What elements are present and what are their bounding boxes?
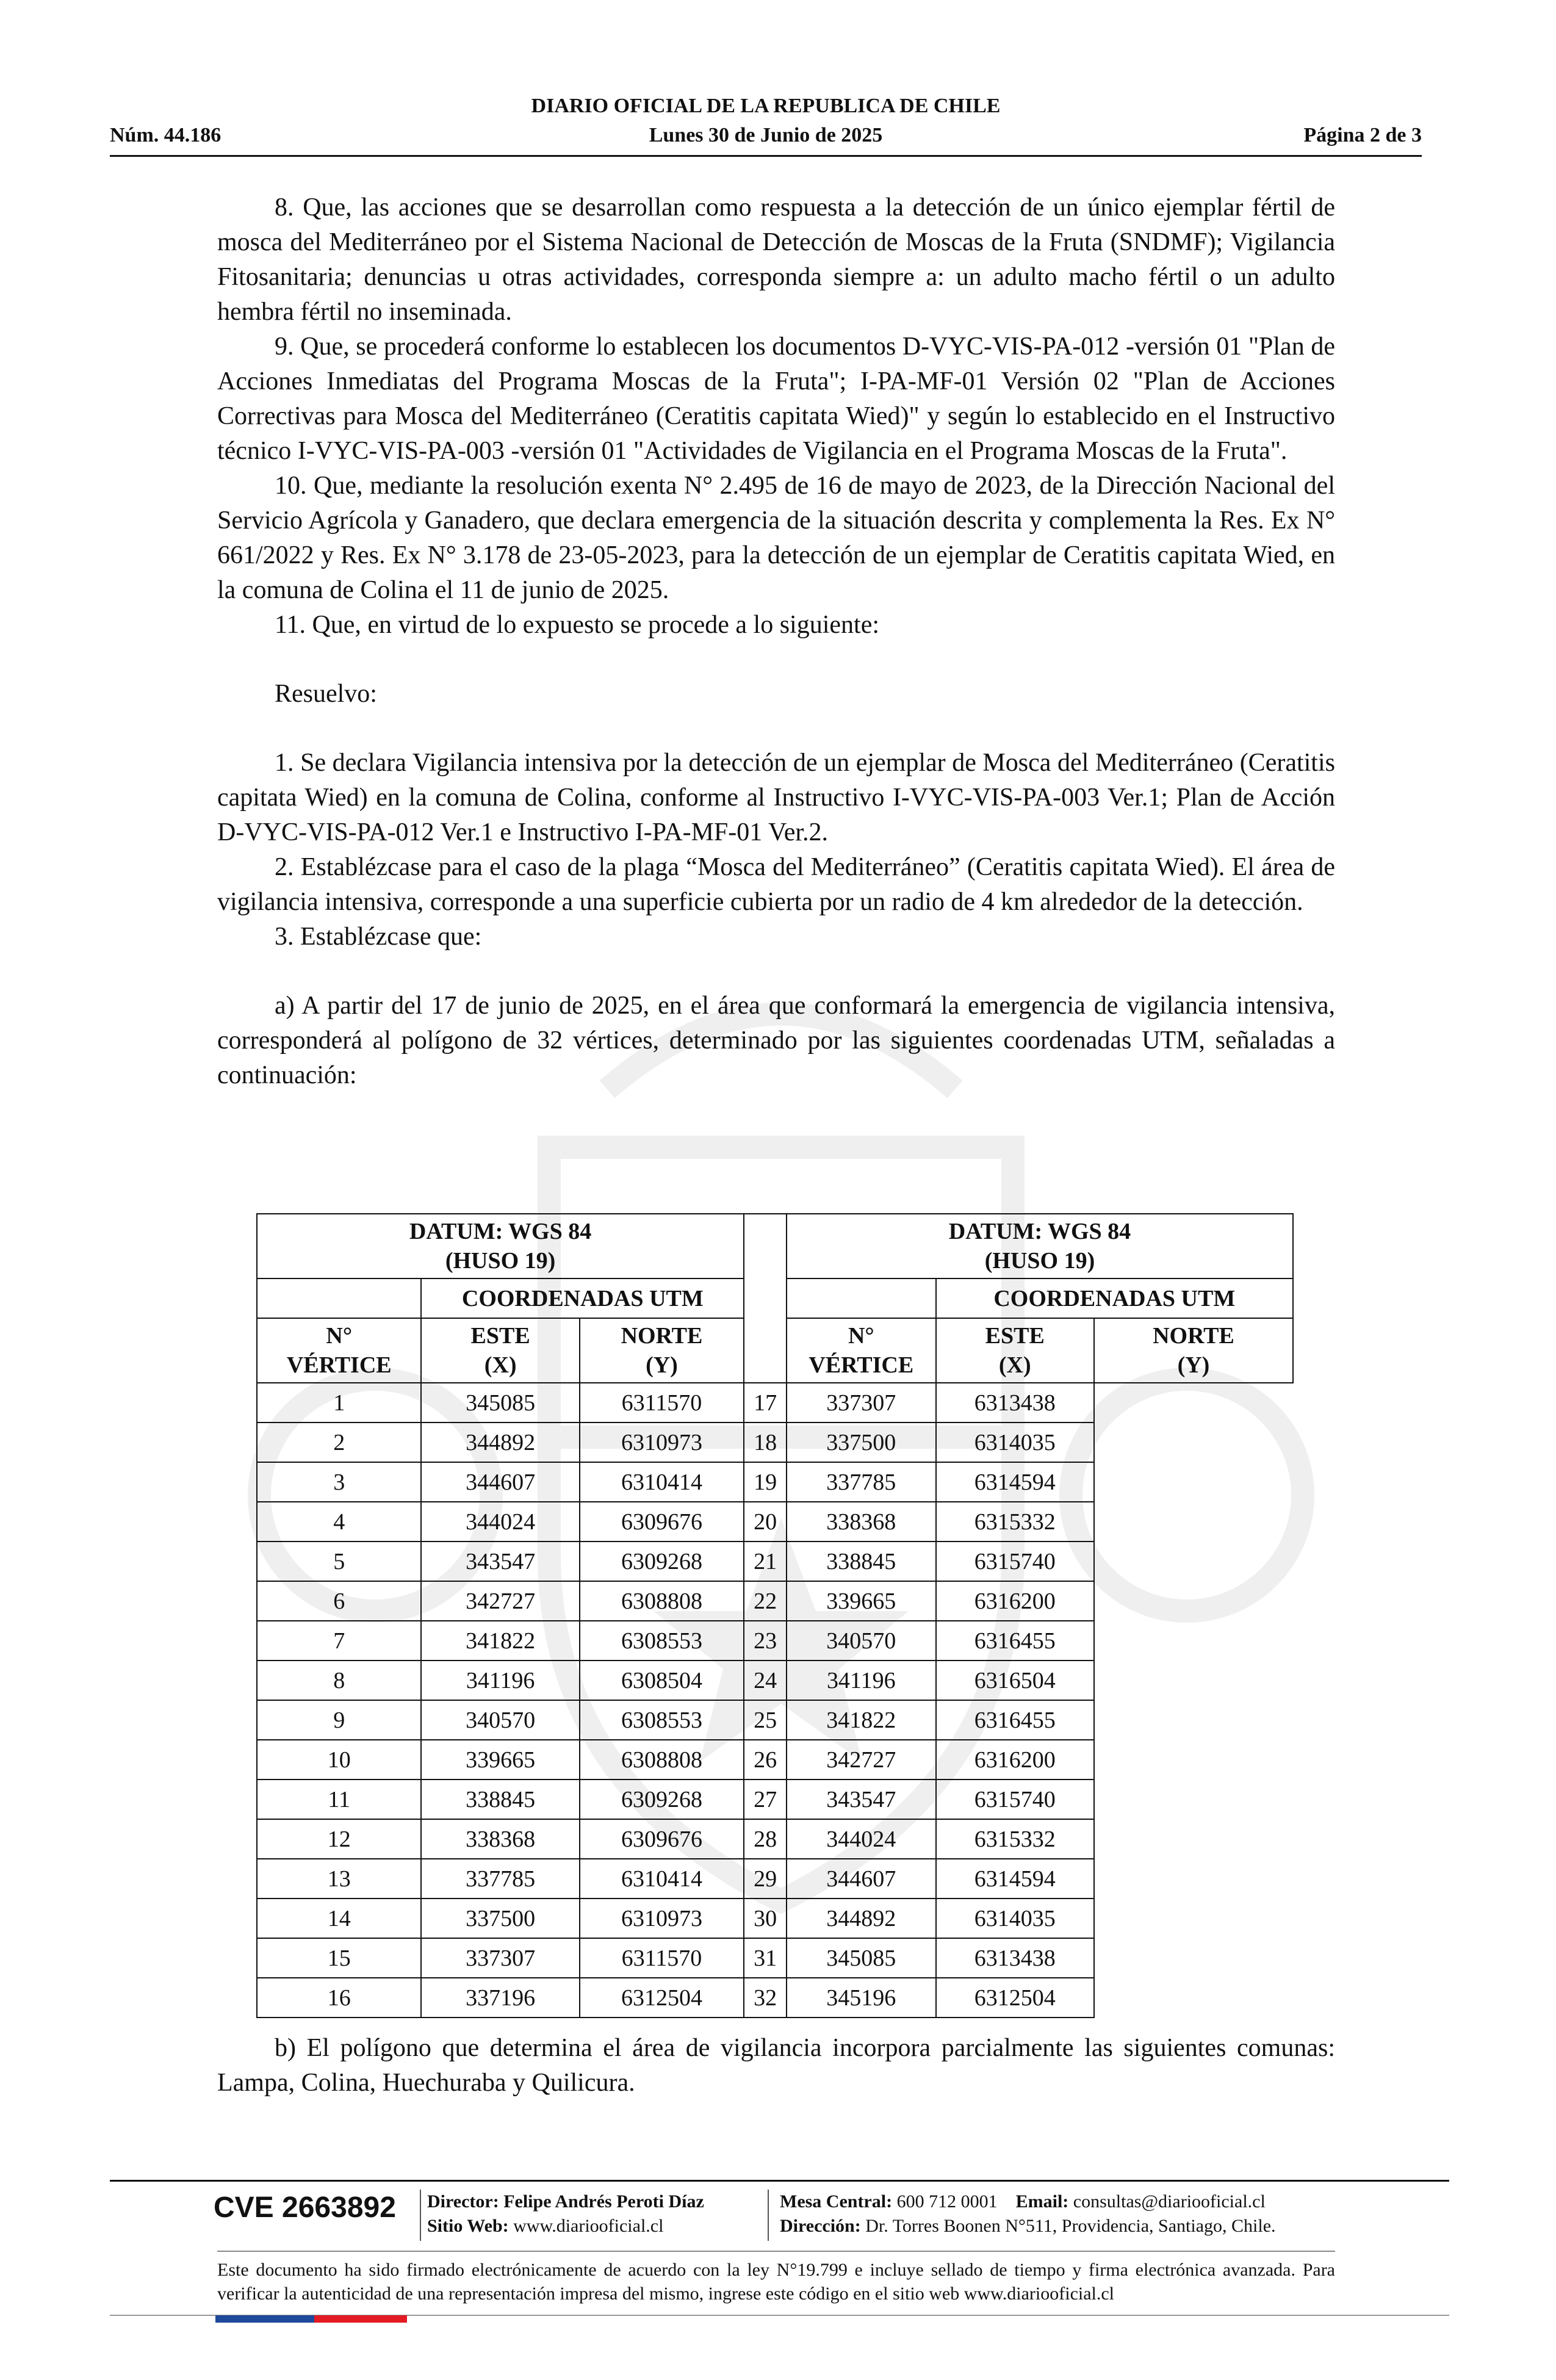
norte-cell: 6308808 <box>580 1581 744 1621</box>
este-cell: 343547 <box>421 1542 579 1581</box>
vertex-cell: 28 <box>744 1819 787 1859</box>
este-cell: 344024 <box>787 1819 936 1859</box>
director-info <box>427 2190 704 2238</box>
table-row <box>257 1542 1293 1581</box>
resolution-heading: Resuelvo: <box>275 680 377 708</box>
este-cell: 338368 <box>787 1502 936 1542</box>
norte-cell: 6308504 <box>580 1661 744 1700</box>
newspaper-title: DIARIO OFICIAL DE LA REPUBLICA DE CHILE <box>531 95 1001 117</box>
vertex-cell: 16 <box>257 1978 421 2018</box>
este-column-header: ESTE (X) <box>421 1318 579 1383</box>
este-cell: 341822 <box>787 1700 936 1740</box>
vertex-cell: 15 <box>257 1938 421 1978</box>
vertex-cell: 19 <box>744 1462 787 1502</box>
este-cell: 337785 <box>421 1859 579 1899</box>
vertex-cell: 26 <box>744 1740 787 1780</box>
paragraph-11: 11. Que, en virtud de lo expuesto se procede a lo siguiente: <box>275 611 879 639</box>
norte-cell: 6314594 <box>936 1462 1094 1502</box>
norte-cell: 6315332 <box>936 1819 1094 1859</box>
vertex-cell: 2 <box>257 1423 421 1462</box>
vertex-cell: 8 <box>257 1661 421 1700</box>
footer-separator <box>768 2190 769 2241</box>
datum-header-right: DATUM: WGS 84 (HUSO 19) <box>787 1214 1293 1278</box>
este-cell: 339665 <box>421 1740 579 1780</box>
este-cell: 342727 <box>421 1581 579 1621</box>
este-cell: 341822 <box>421 1621 579 1661</box>
header-divider <box>110 155 1422 157</box>
este-cell: 343547 <box>787 1780 936 1819</box>
este-cell: 337307 <box>787 1383 936 1423</box>
este-cell: 341196 <box>787 1661 936 1700</box>
norte-cell: 6310414 <box>580 1859 744 1899</box>
vertex-cell: 14 <box>257 1899 421 1938</box>
table-row <box>257 1819 1293 1859</box>
norte-cell: 6314035 <box>936 1899 1094 1938</box>
page-indicator: Página 2 de 3 <box>1303 124 1422 146</box>
este-cell: 337196 <box>421 1978 579 2018</box>
norte-cell: 6315740 <box>936 1780 1094 1819</box>
mesa-phone: 600 712 0001 <box>896 2191 998 2212</box>
este-cell: 344607 <box>787 1859 936 1899</box>
norte-cell: 6310973 <box>580 1899 744 1938</box>
norte-cell: 6309268 <box>580 1542 744 1581</box>
vertex-cell: 22 <box>744 1581 787 1621</box>
norte-cell: 6312504 <box>936 1978 1094 2018</box>
vertex-cell: 31 <box>744 1938 787 1978</box>
email-label: Email: <box>1015 2191 1069 2212</box>
norte-cell: 6316200 <box>936 1581 1094 1621</box>
vertex-cell: 5 <box>257 1542 421 1581</box>
resolution-item-3: 3. Establézcase que: <box>275 923 482 951</box>
norte-cell: 6311570 <box>580 1383 744 1423</box>
norte-cell: 6310414 <box>580 1462 744 1502</box>
este-cell: 345196 <box>787 1978 936 2018</box>
vertex-cell: 32 <box>744 1978 787 2018</box>
table-row <box>257 1383 1293 1423</box>
table-body <box>257 1383 1293 2018</box>
vertex-cell: 10 <box>257 1740 421 1780</box>
este-cell: 340570 <box>787 1621 936 1661</box>
norte-cell: 6309268 <box>580 1780 744 1819</box>
page-header <box>110 95 1422 154</box>
norte-cell: 6310973 <box>580 1423 744 1462</box>
vertex-cell: 1 <box>257 1383 421 1423</box>
este-cell: 340570 <box>421 1700 579 1740</box>
mesa-label: Mesa Central: <box>780 2191 893 2212</box>
norte-cell: 6308808 <box>580 1740 744 1780</box>
vertex-cell: 25 <box>744 1700 787 1740</box>
este-cell: 337500 <box>421 1899 579 1938</box>
norte-cell: 6315740 <box>936 1542 1094 1581</box>
site-link[interactable]: www.diariooficial.cl <box>513 2216 664 2236</box>
table-row <box>257 1502 1293 1542</box>
norte-cell: 6311570 <box>580 1938 744 1978</box>
table-row <box>257 1661 1293 1700</box>
vertex-cell: 13 <box>257 1859 421 1899</box>
table-row <box>257 1859 1293 1899</box>
vertex-cell: 17 <box>744 1383 787 1423</box>
este-cell: 344607 <box>421 1462 579 1502</box>
table-row <box>257 1462 1293 1502</box>
este-cell: 342727 <box>787 1740 936 1780</box>
vertex-cell: 29 <box>744 1859 787 1899</box>
table-row <box>257 1423 1293 1462</box>
vertex-cell: 11 <box>257 1780 421 1819</box>
coords-header-right: COORDENADAS UTM <box>936 1278 1293 1318</box>
norte-cell: 6316200 <box>936 1740 1094 1780</box>
table-row <box>257 1621 1293 1661</box>
vertex-cell: 30 <box>744 1899 787 1938</box>
site-label: Sitio Web: <box>427 2216 509 2236</box>
vertex-cell: 7 <box>257 1621 421 1661</box>
este-cell: 339665 <box>787 1581 936 1621</box>
utm-coordinates-table <box>256 1213 1294 2018</box>
issue-date: Lunes 30 de Junio de 2025 <box>649 124 883 146</box>
address-value: Dr. Torres Boonen N°511, Providencia, Santiago, Chile. <box>865 2216 1276 2236</box>
norte-cell: 6316504 <box>936 1661 1094 1700</box>
este-cell: 337307 <box>421 1938 579 1978</box>
norte-cell: 6313438 <box>936 1383 1094 1423</box>
vertex-column-header: N° VÉRTICE <box>787 1318 936 1383</box>
coords-header-left: COORDENADAS UTM <box>421 1278 744 1318</box>
este-cell: 337785 <box>787 1462 936 1502</box>
table-row <box>257 1780 1293 1819</box>
footer-divider <box>110 2180 1449 2182</box>
contact-info <box>780 2190 1276 2238</box>
document-body <box>217 190 1335 1093</box>
flag-stripe-red <box>314 2315 407 2323</box>
table-separator <box>744 1214 787 1383</box>
este-cell: 344024 <box>421 1502 579 1542</box>
este-cell: 345085 <box>421 1383 579 1423</box>
table-row <box>257 1581 1293 1621</box>
paragraph-9: 9. Que, se procederá conforme lo establecen los documentos D-VYC-VIS-PA-012 -versión 01 "Plan de Acciones Inmediatas del Programa Moscas de la Fruta"; I-PA-MF-01 Versión 02 "Plan de Acciones Correctivas para Mosca del Mediterráneo (Ceratitis capitata Wied)" y según lo establecido en el Instructivo técnico I-VYC-VIS-PA-003 -versión 01 "Actividades de Vigilancia en el Programa Moscas de la Fruta". <box>217 333 1335 465</box>
norte-cell: 6314035 <box>936 1423 1094 1462</box>
este-cell: 341196 <box>421 1661 579 1700</box>
datum-header-left: DATUM: WGS 84 (HUSO 19) <box>257 1214 744 1278</box>
paragraph-8: 8. Que, las acciones que se desarrollan como respuesta a la detección de un único ejemplar fértil de mosca del Mediterráneo por el Sistema Nacional de Detección de Moscas de la Fruta (SNDMF); Vigilancia Fitosanitaria; denuncias u otras actividades, corresponda siempre a: un adulto macho fértil o un adulto hembra fértil no inseminada. <box>217 193 1335 326</box>
este-cell: 344892 <box>787 1899 936 1938</box>
norte-cell: 6316455 <box>936 1700 1094 1740</box>
paragraph-10: 10. Que, mediante la resolución exenta N° 2.495 de 16 de mayo de 2023, de la Dirección Nacional del Servicio Agrícola y Ganadero, que declara emergencia de la situación descrita y complementa la Res. Ex N° 661/2022 y Res. Ex N° 3.178 de 23-05-2023, para la detección de un ejemplar de Ceratitis capitata Wied, en la comuna de Colina el 11 de junio de 2025. <box>217 472 1335 604</box>
table-row <box>257 1700 1293 1740</box>
norte-cell: 6309676 <box>580 1502 744 1542</box>
este-cell: 338845 <box>421 1780 579 1819</box>
email-link[interactable]: consultas@diariooficial.cl <box>1073 2191 1266 2212</box>
issue-number: Núm. 44.186 <box>110 124 222 146</box>
cve-code: CVE 2663892 <box>214 2191 396 2224</box>
este-cell: 338845 <box>787 1542 936 1581</box>
norte-cell: 6312504 <box>580 1978 744 2018</box>
norte-cell: 6316455 <box>936 1621 1094 1661</box>
norte-cell: 6314594 <box>936 1859 1094 1899</box>
footer-separator <box>420 2190 421 2241</box>
director-name: Felipe Andrés Peroti Díaz <box>503 2191 704 2212</box>
vertex-cell: 27 <box>744 1780 787 1819</box>
empty-header-cell <box>787 1278 936 1318</box>
resolution-item-1: 1. Se declara Vigilancia intensiva por la detección de un ejemplar de Mosca del Mediterráneo (Ceratitis capitata Wied) en la comuna de Colina, conforme al Instructivo I-VYC-VIS-PA-003 Ver.1; Plan de Acción D-VYC-VIS-PA-012 Ver.1 e Instructivo I-PA-MF-01 Ver.2. <box>217 749 1335 846</box>
vertex-cell: 6 <box>257 1581 421 1621</box>
este-column-header: ESTE (X) <box>936 1318 1094 1383</box>
footer-inner-divider <box>217 2251 1335 2252</box>
empty-header-cell <box>257 1278 421 1318</box>
este-cell: 337500 <box>787 1423 936 1462</box>
este-cell: 338368 <box>421 1819 579 1859</box>
vertex-cell: 20 <box>744 1502 787 1542</box>
vertex-column-header: N° VÉRTICE <box>257 1318 421 1383</box>
table-row <box>257 1899 1293 1938</box>
vertex-cell: 4 <box>257 1502 421 1542</box>
este-cell: 345085 <box>787 1938 936 1978</box>
norte-cell: 6309676 <box>580 1819 744 1859</box>
communes-paragraph: b) El polígono que determina el área de vigilancia incorpora parcialmente las siguientes comunas: Lampa, Colina, Huechuraba y Quilicura. <box>217 2034 1335 2097</box>
vertex-cell: 21 <box>744 1542 787 1581</box>
table-row <box>257 1938 1293 1978</box>
director-label: Director: <box>427 2191 499 2212</box>
flag-stripe-blue <box>215 2315 314 2323</box>
este-cell: 344892 <box>421 1423 579 1462</box>
vertex-cell: 9 <box>257 1700 421 1740</box>
resolution-item-3a: a) A partir del 17 de junio de 2025, en el área que conformará la emergencia de vigilancia intensiva, corresponderá al polígono de 32 vértices, determinado por las siguientes coordenadas UTM, señaladas a continuación: <box>217 992 1335 1089</box>
norte-column-header: NORTE (Y) <box>1094 1318 1293 1383</box>
vertex-cell: 18 <box>744 1423 787 1462</box>
table-row <box>257 1978 1293 2018</box>
norte-cell: 6308553 <box>580 1700 744 1740</box>
legal-notice: Este documento ha sido firmado electrónicamente de acuerdo con la ley N°19.799 e incluye sellado de tiempo y firma electrónica avanzada. Para verificar la autenticidad de una representación impresa del mismo, ingrese este código en el sitio web www.diariooficial.cl <box>217 2260 1335 2304</box>
norte-column-header: NORTE (Y) <box>580 1318 744 1383</box>
table-row <box>257 1740 1293 1780</box>
norte-cell: 6308553 <box>580 1621 744 1661</box>
vertex-cell: 3 <box>257 1462 421 1502</box>
paragraph-b <box>217 2031 1335 2101</box>
resolution-item-2: 2. Establézcase para el caso de la plaga “Mosca del Mediterráneo” (Ceratitis capitata Wied). El área de vigilancia intensiva, corresponde a una superficie cubierta por un radio de 4 km alrededor de la detección. <box>217 853 1335 916</box>
vertex-cell: 23 <box>744 1621 787 1661</box>
norte-cell: 6313438 <box>936 1938 1094 1978</box>
address-label: Dirección: <box>780 2216 861 2236</box>
norte-cell: 6315332 <box>936 1502 1094 1542</box>
vertex-cell: 24 <box>744 1661 787 1700</box>
vertex-cell: 12 <box>257 1819 421 1859</box>
